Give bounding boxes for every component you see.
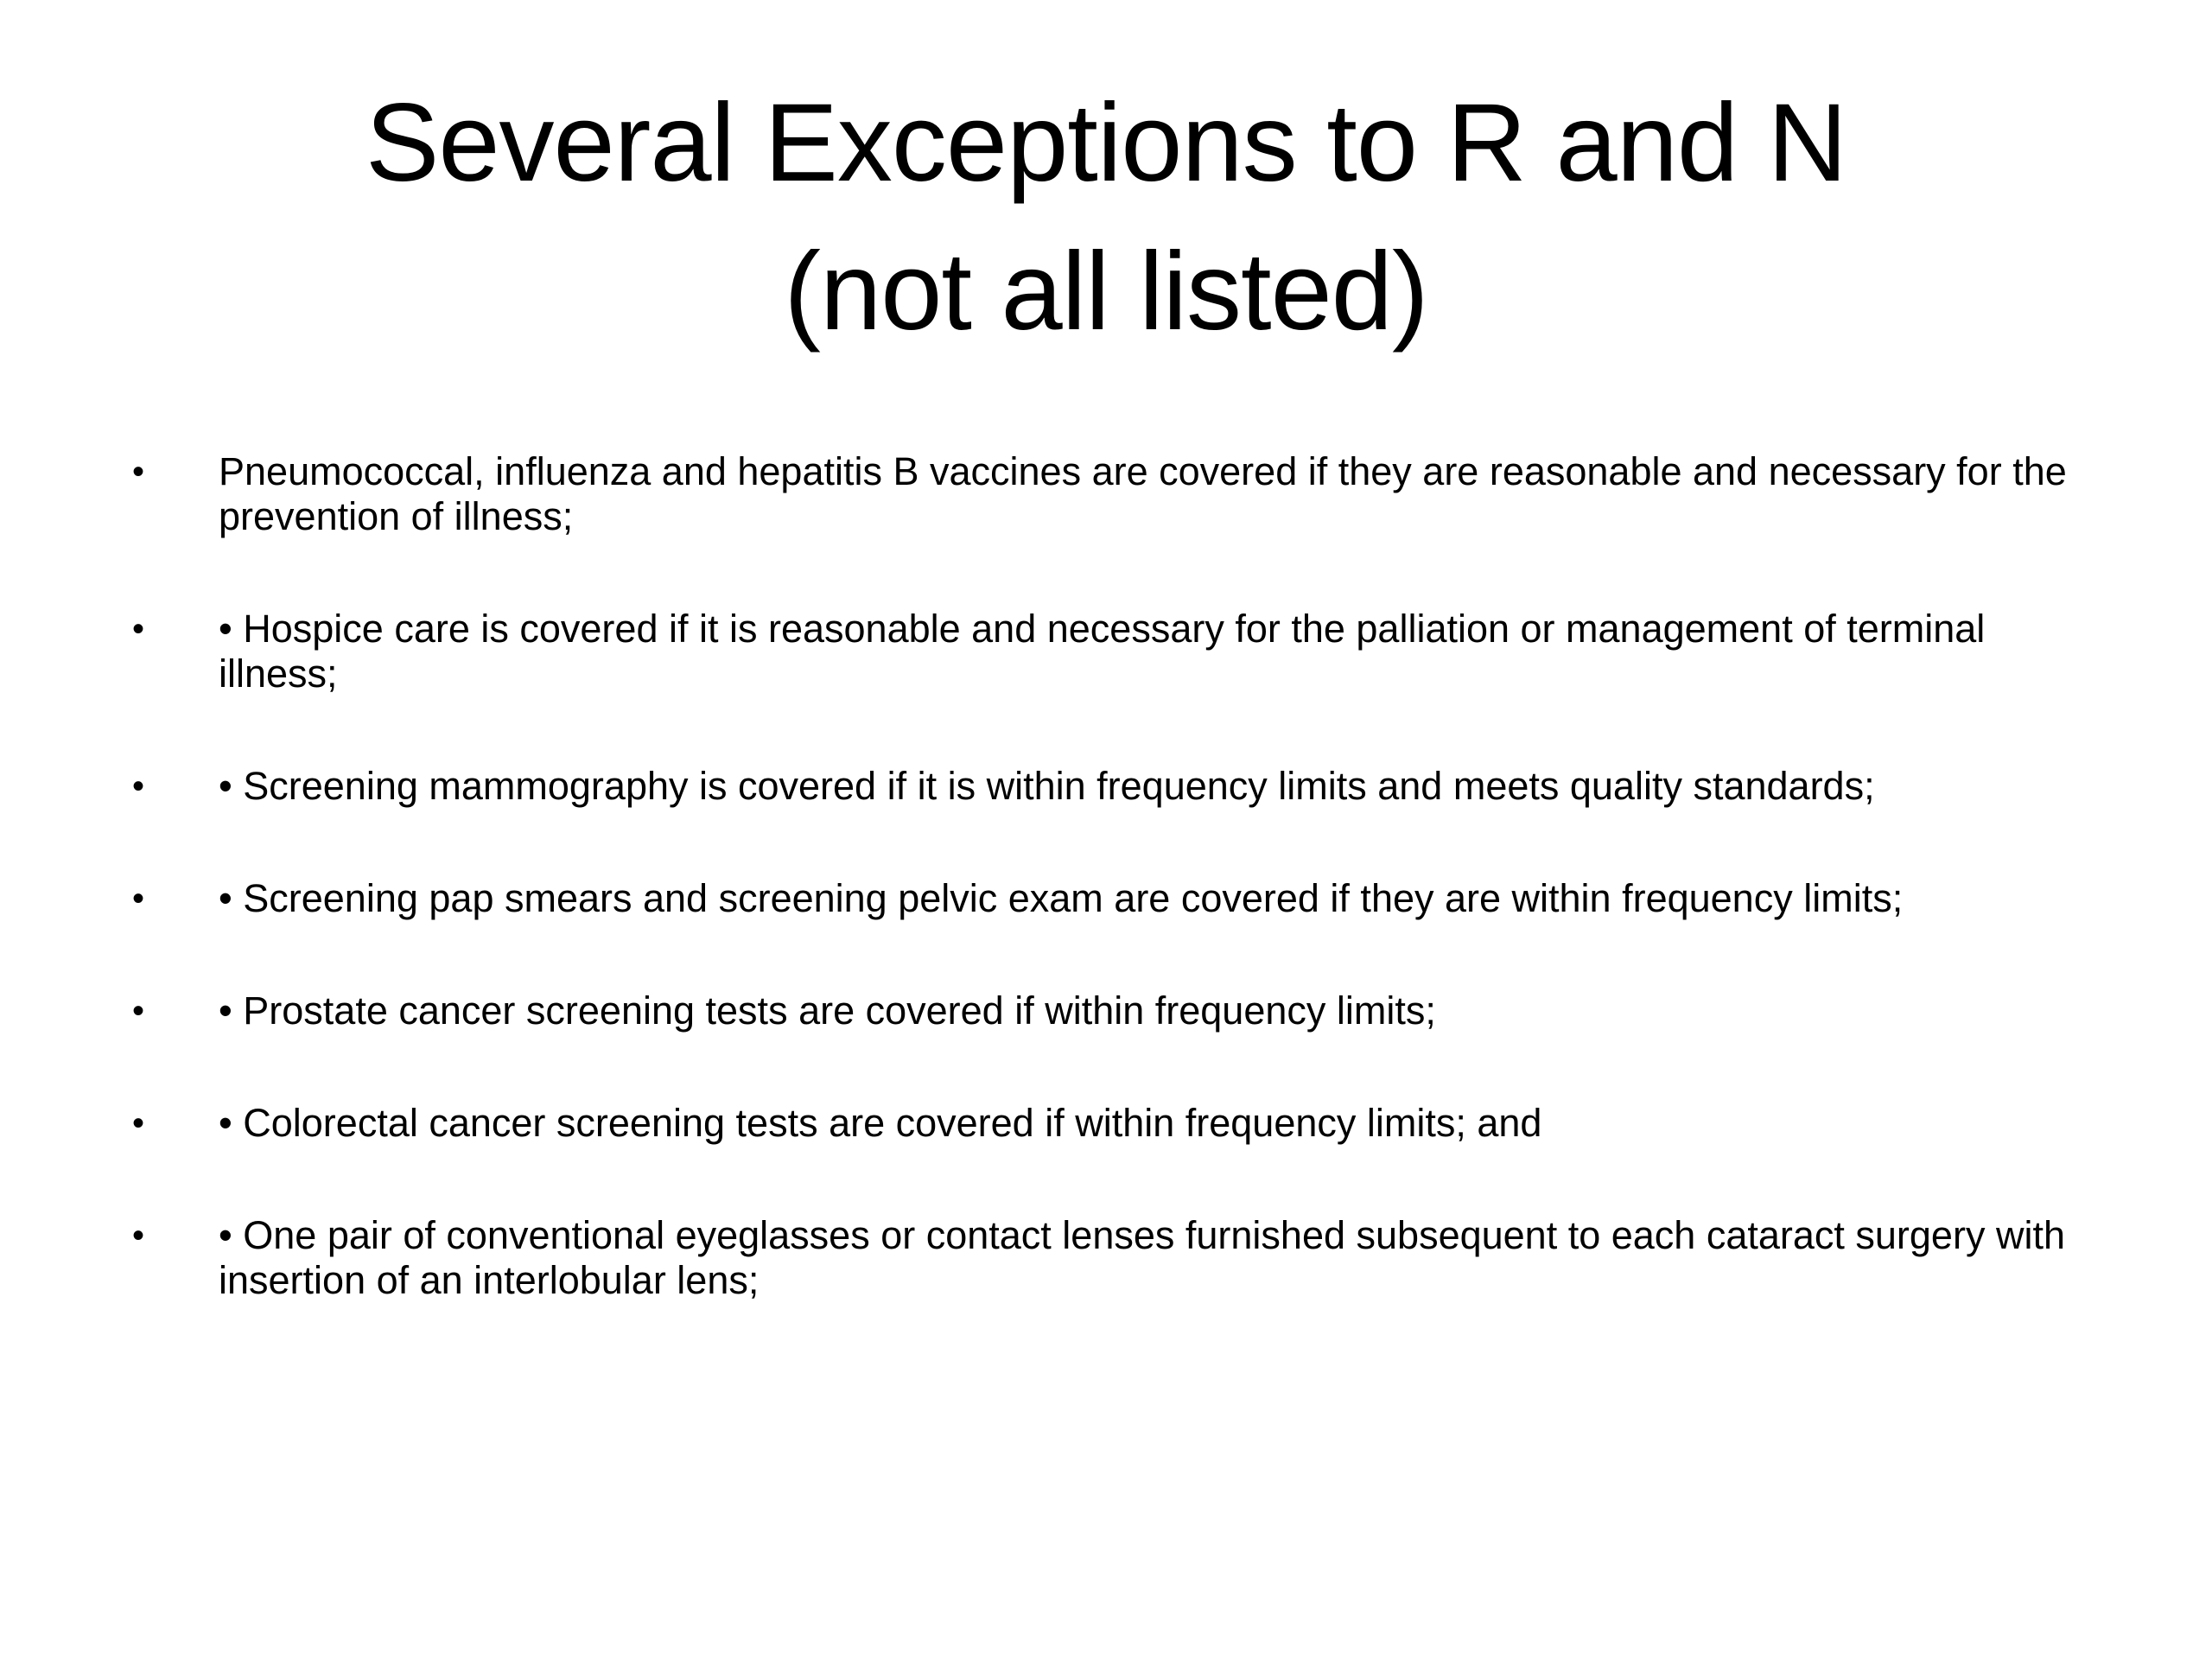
- list-item-text: • Screening mammography is covered if it is within frequency limits and meets quality standards;: [219, 764, 1875, 808]
- bullet-icon: •: [132, 1104, 145, 1142]
- list-item: [0, 876, 2212, 921]
- list-item-text: • Screening pap smears and screening pelvic exam are covered if they are within frequency limits;: [219, 876, 1904, 920]
- list-item: [0, 607, 2212, 696]
- bullet-icon: •: [132, 880, 145, 918]
- slide-title-line-2: (not all listed): [784, 230, 1428, 353]
- bullet-icon: •: [132, 767, 145, 805]
- list-item: [0, 449, 2212, 539]
- list-item-text: • Prostate cancer screening tests are covered if within frequency limits;: [219, 988, 1436, 1033]
- list-item-text: • Colorectal cancer screening tests are covered if within frequency limits; and: [219, 1101, 1542, 1145]
- slide-title: [173, 69, 2039, 366]
- list-item: [0, 988, 2212, 1033]
- list-item-text: Pneumococcal, influenza and hepatitis B vaccines are covered if they are reasonable and necessary for the prevention of illness;: [219, 449, 2067, 538]
- bullet-icon: •: [132, 610, 145, 648]
- bullet-icon: •: [132, 453, 145, 491]
- list-item: [0, 764, 2212, 809]
- bullet-icon: •: [132, 992, 145, 1030]
- list-item-text: • One pair of conventional eyeglasses or contact lenses furnished subsequent to each cataract surgery with insertion of an interlobular lens;: [219, 1213, 2065, 1302]
- bullet-icon: •: [132, 1217, 145, 1255]
- list-item: [0, 1213, 2212, 1303]
- list-item-text: • Hospice care is covered if it is reasonable and necessary for the palliation or management of terminal illness;: [219, 607, 1986, 696]
- bullet-list: [0, 449, 2212, 1370]
- list-item: [0, 1101, 2212, 1146]
- slide-title-line-1: Several Exceptions to R and N: [365, 81, 1847, 205]
